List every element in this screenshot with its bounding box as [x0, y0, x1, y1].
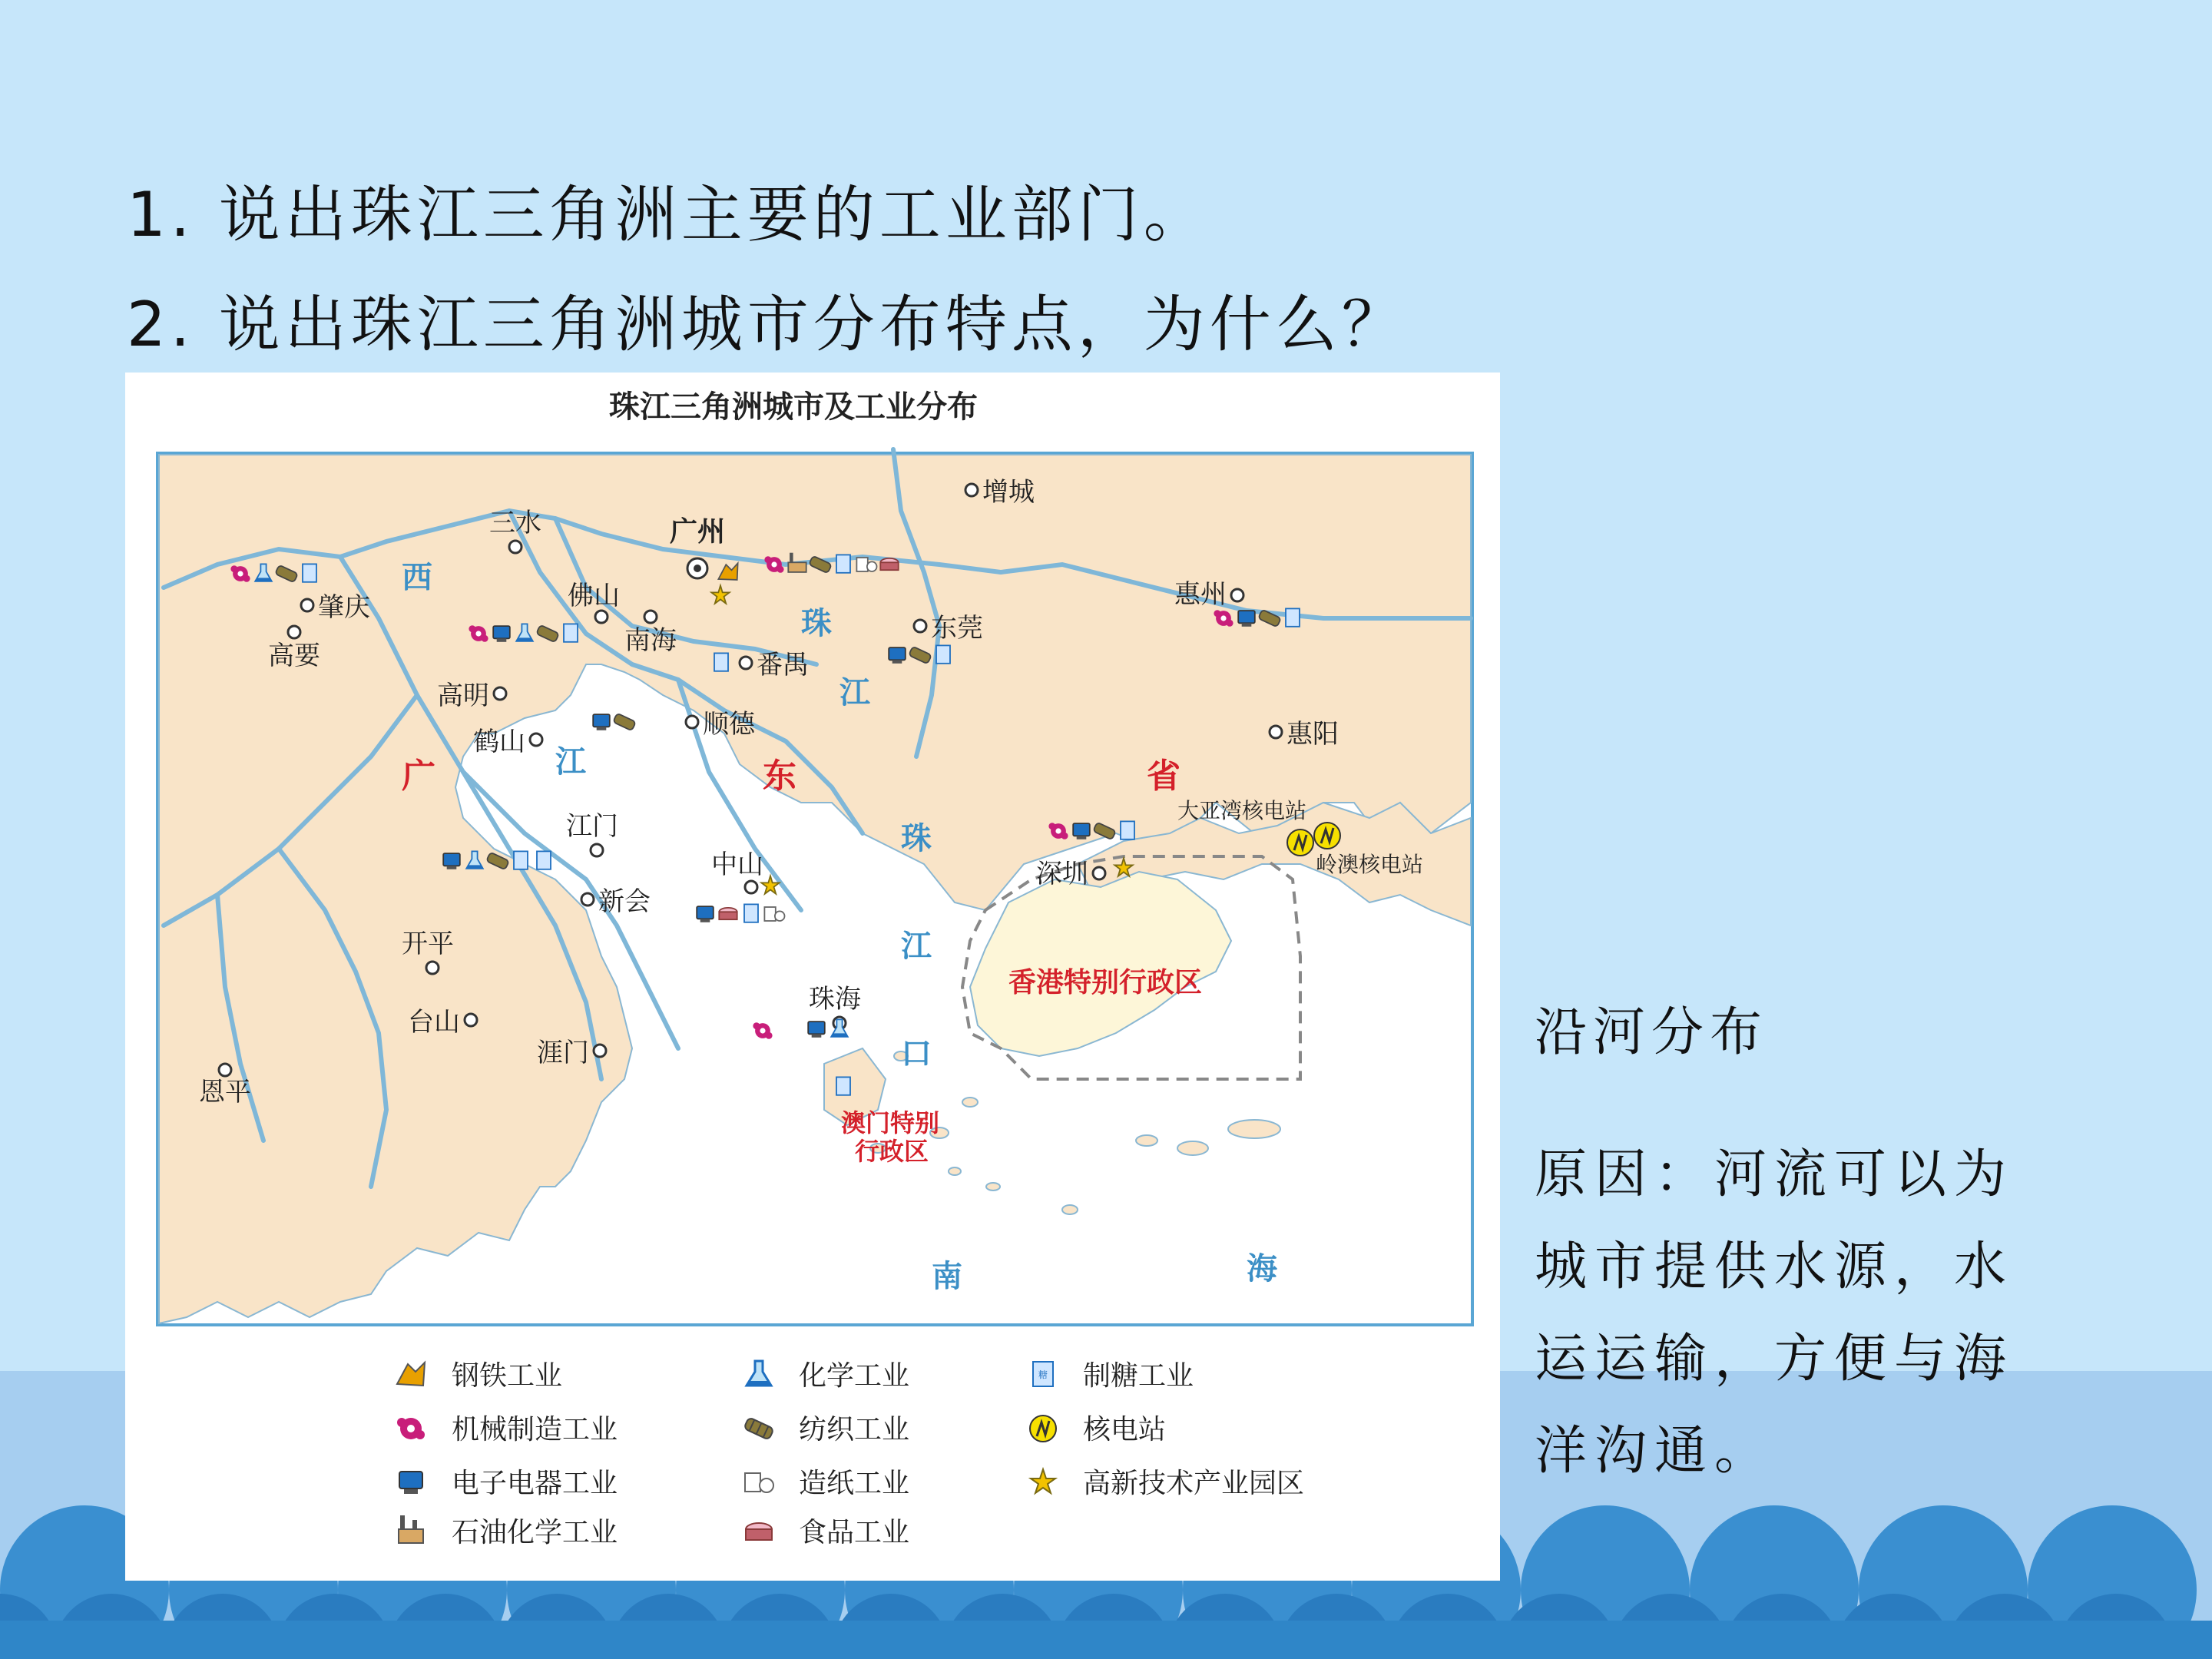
answer-title: 沿河分布: [1535, 1002, 1769, 1063]
spool-icon: [743, 1417, 773, 1440]
city-label: 东莞: [931, 613, 983, 644]
city-dot: [1231, 589, 1243, 601]
label-hongkong: 香港特别行政区: [1008, 966, 1203, 998]
city-dot: [581, 893, 594, 906]
map-legend: [452, 1360, 1304, 1548]
label-macau-2: 行政区: [855, 1137, 929, 1166]
city-dot: [1093, 867, 1105, 879]
city-dot: [494, 687, 506, 700]
legend-petrochem-label: 石油化学工业: [452, 1517, 618, 1548]
city-dot: [644, 611, 657, 623]
city-label: 顺德: [703, 709, 755, 740]
city-label: 新会: [598, 886, 651, 917]
map-title: 珠江三角洲城市及工业分布: [609, 389, 978, 425]
city-label: 中山: [711, 849, 763, 880]
city-label: 珠海: [809, 984, 861, 1015]
city-dot: [426, 962, 439, 974]
city-label: 台山: [408, 1007, 460, 1038]
legend-machinery-label: 机械制造工业: [452, 1414, 618, 1445]
sugar-box-icon: [1033, 1362, 1053, 1386]
refinery-icon: [399, 1515, 423, 1543]
city-dot: [219, 1064, 231, 1076]
city-dot: [288, 626, 300, 638]
legend-food-label: 食品工业: [799, 1517, 910, 1548]
city-label: 佛山: [568, 581, 620, 611]
legend-steel-label: 钢铁工业: [452, 1360, 563, 1392]
city-dot: [509, 541, 522, 553]
city-dot: [591, 844, 603, 856]
paper-roll-icon: [745, 1473, 773, 1492]
cake-icon: [880, 558, 898, 570]
label-sea-hai: 海: [1247, 1250, 1277, 1286]
city-label: 增城: [982, 477, 1035, 508]
pearl-river-delta-map: [125, 373, 1500, 1581]
label-lingao: 岭澳核电站: [1316, 852, 1424, 877]
gear-icon: [397, 1418, 425, 1439]
city-dot: [301, 599, 313, 611]
label-guang: 广: [402, 757, 435, 796]
legend-hightech-label: 高新技术产业园区: [1083, 1468, 1305, 1499]
city-label: 惠阳: [1286, 719, 1339, 750]
city-label: 广州: [669, 515, 726, 548]
flask-icon: [747, 1361, 771, 1386]
city-dot: [965, 484, 978, 496]
label-estuary-zhu: 珠: [901, 820, 932, 856]
city-label: 高要: [268, 641, 320, 671]
legend-nuclear-label: 核电站: [1083, 1414, 1167, 1445]
sugar-box-icon: [836, 1077, 850, 1094]
sugar-box-icon: [537, 851, 551, 869]
label-macau-1: 澳门特别: [841, 1108, 940, 1137]
sugar-box-icon: [564, 624, 578, 641]
cake-icon: [746, 1523, 772, 1540]
city-dot: [914, 620, 926, 632]
question-1: 1. 说出珠江三角洲主要的工业部门。: [127, 179, 1210, 250]
city-label: 三水: [489, 508, 541, 538]
city-label: 肇庆: [318, 592, 370, 623]
city-dot: [1270, 726, 1282, 738]
city-dot: [745, 881, 757, 893]
city-label: 高明: [437, 680, 489, 711]
map-svg: [125, 373, 1500, 1581]
sugar-box-icon: [744, 904, 758, 922]
city-label: 深圳: [1036, 859, 1088, 889]
label-dong: 东: [763, 757, 796, 796]
city-label: 涯门: [537, 1038, 589, 1068]
legend-chemical-label: 化学工业: [799, 1360, 910, 1392]
legend-paper-label: 造纸工业: [799, 1468, 910, 1499]
label-river-zhu-1: 珠: [801, 605, 832, 641]
question-2: 2. 说出珠江三角洲城市分布特点，为什么？: [127, 289, 1408, 360]
sugar-box-icon: [936, 645, 950, 663]
label-estuary-kou: 口: [901, 1035, 932, 1071]
capital-dot: [694, 565, 701, 572]
city-dot: [686, 716, 698, 728]
svg-text:糖: 糖: [1038, 1369, 1048, 1380]
label-sea-nan: 南: [932, 1258, 962, 1294]
label-estuary-jiang: 江: [901, 928, 932, 964]
city-label: 鹤山: [473, 727, 525, 757]
legend-textile-label: 纺织工业: [799, 1414, 910, 1445]
city-label: 恩平: [199, 1077, 251, 1108]
city-dot: [465, 1014, 477, 1026]
star-icon: [1031, 1469, 1055, 1493]
label-river-jiang-1: 江: [555, 743, 586, 780]
city-label: 开平: [402, 929, 454, 959]
sugar-box-icon: [1286, 608, 1300, 626]
sugar-box-icon: [303, 564, 316, 581]
city-label: 惠州: [1174, 579, 1227, 610]
answer-body: 原因：河流可以为城市提供水源，水运运输，方便与海洋沟通。: [1535, 1144, 2015, 1482]
city-label: 番禺: [757, 650, 809, 680]
city-dot: [530, 733, 542, 746]
label-dayawan: 大亚湾核电站: [1177, 798, 1307, 823]
sugar-box-icon: [514, 851, 528, 869]
city-label: 南海: [624, 625, 677, 656]
nuclear-icon: [1030, 1416, 1056, 1442]
city-dot: [594, 1045, 606, 1057]
label-river-jiang-2: 江: [839, 674, 870, 710]
monitor-icon: [399, 1472, 422, 1494]
sugar-box-icon: [714, 653, 728, 671]
legend-sugar-label: 制糖工业: [1083, 1360, 1194, 1392]
steel-icon: [397, 1363, 425, 1386]
cake-icon: [719, 908, 737, 919]
sugar-box-icon: [1121, 821, 1134, 839]
sugar-box-icon: [836, 555, 850, 572]
label-sheng: 省: [1147, 757, 1181, 796]
label-xi: 西: [402, 559, 432, 595]
city-dot: [740, 657, 752, 669]
legend-electronics-label: 电子电器工业: [452, 1468, 618, 1499]
city-dot: [595, 611, 608, 623]
city-label: 江门: [566, 811, 618, 842]
